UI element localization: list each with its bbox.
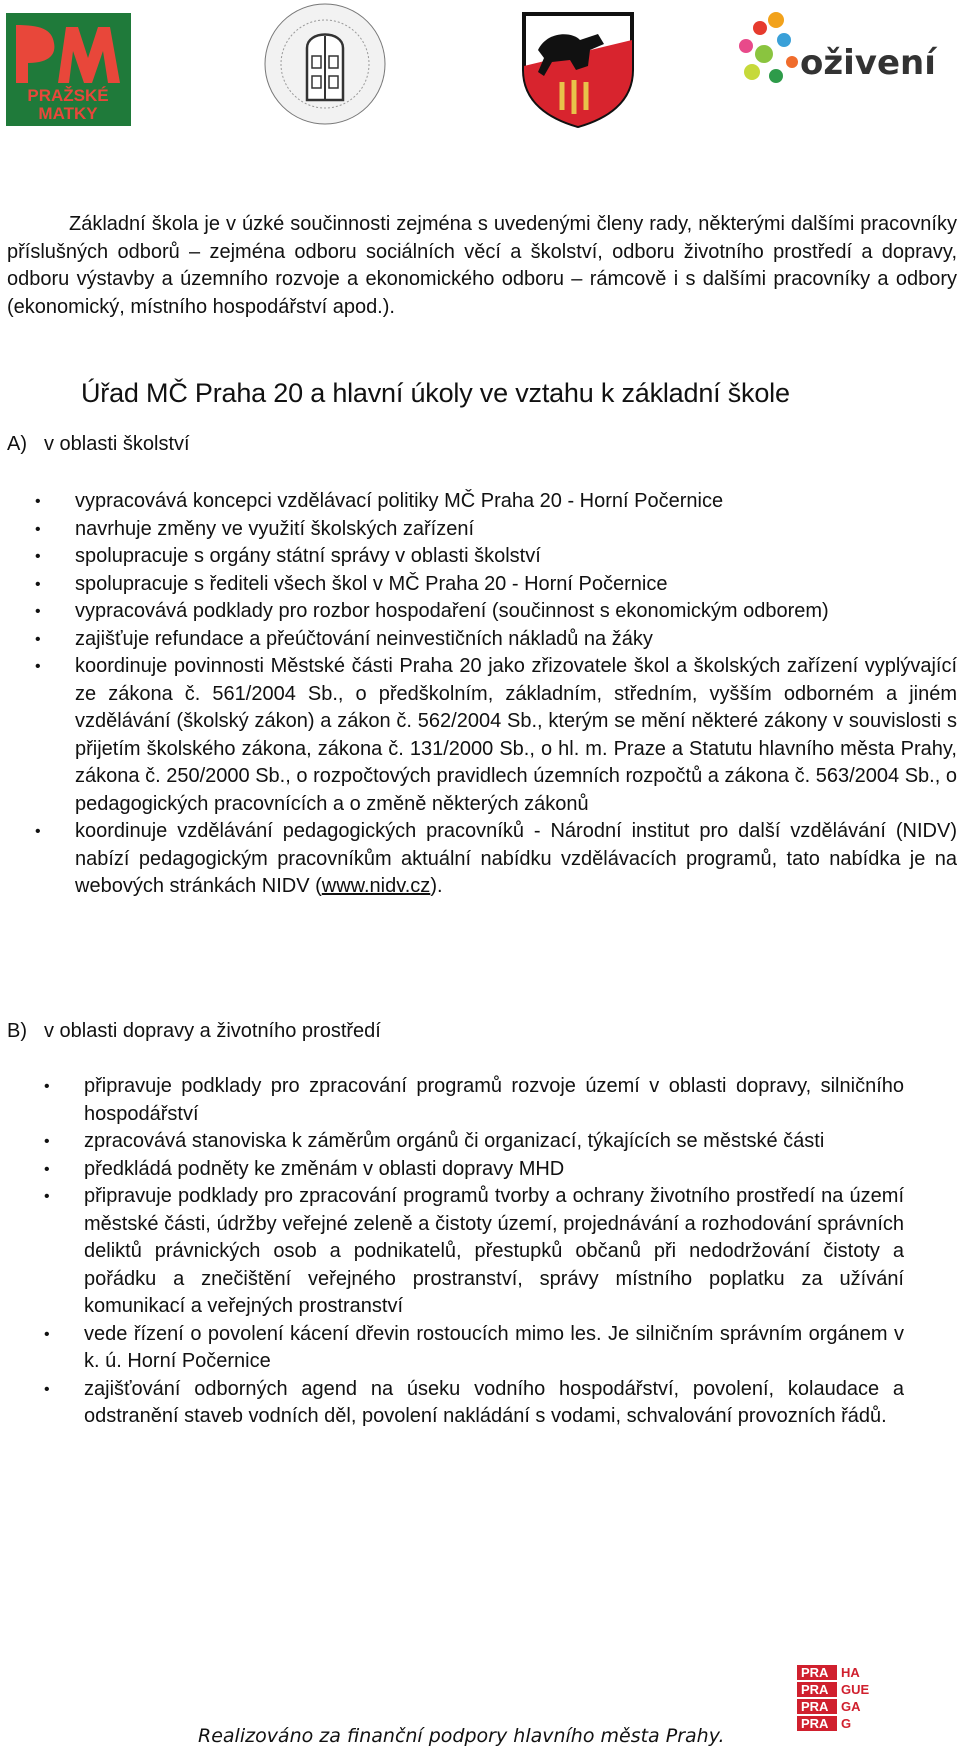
list-item <box>44 1156 904 1184</box>
bullet-icon: • <box>44 1160 50 1178</box>
praha-cell: GUE <box>841 1682 870 1697</box>
section-b-list <box>44 1073 904 1431</box>
list-item <box>44 1073 904 1128</box>
list-item <box>35 626 957 654</box>
list-item-text: zajišťuje refundace a přeúčtování neinvestičních nákladů na žáky <box>75 627 653 650</box>
page-heading: Úřad MČ Praha 20 a hlavní úkoly ve vztahu k základní škole <box>81 378 790 408</box>
list-item-text: koordinuje vzdělávání pedagogických pracovníků - Národní institut pro další vzdělávání (NIDV) nabízí pedagogickým pracovníkům aktuální nabídku vzdělávacích programů, tato nabídka je na webových stránkách NIDV ( <box>75 820 957 897</box>
list-item-text: spolupracuje s řediteli všech škol v MČ Praha 20 - Horní Počernice <box>75 572 668 595</box>
list-item-text: zpracovává stanoviska k záměrům orgánů či organizací, týkajících se městské části <box>84 1130 825 1152</box>
praha-cell: GA <box>841 1699 861 1714</box>
list-item <box>35 598 957 626</box>
praha-cell: HA <box>841 1665 860 1680</box>
bullet-icon: • <box>35 575 41 593</box>
praha-cell: G <box>841 1716 852 1731</box>
list-item <box>44 1128 904 1156</box>
section-b-letter: B) <box>7 1020 27 1042</box>
list-item-text: vypracovává koncepci vzdělávací politiky MČ Praha 20 - Horní Počernice <box>75 490 724 512</box>
list-item-text: vede řízení o povolení kácení dřevin rostoucích mimo les. Je silničním správním orgánem v k. ú. Horní Počernice <box>84 1322 904 1372</box>
bullet-icon: • <box>35 658 41 675</box>
bullet-icon: • <box>44 1380 50 1398</box>
list-item-text: navrhuje změny ve využití školských zařízení <box>75 517 475 540</box>
intro-paragraph: Základní škola je v úzké součinnosti zejména s uvedenými členy rady, některými dalšími pracovníky příslušných odborů – zejména odboru sociálních věcí a školství, odboru životního prostředí a dopravy, odboru výstavby a územního rozvoje a ekonomického odboru – rámcově i s dalšími pracovníky a odbory (ekonomický, místního hospodářství apod.). <box>7 213 957 318</box>
list-item-text: připravuje podklady pro zpracování programů rozvoje území v oblasti dopravy, silničního hospodářství <box>84 1075 904 1125</box>
bullet-icon: • <box>35 548 41 565</box>
list-item <box>44 1183 904 1321</box>
praha-praga-prague-logo <box>797 1665 872 1731</box>
section-a-title-text: v oblasti školství <box>44 433 190 455</box>
list-item-text: zajišťování odborných agend na úseku vodního hospodářství, povolení, kolaudace a odstranění staveb vodních děl, povolení nakládání s vodami, schvalování provozních řádů. <box>84 1377 904 1427</box>
list-item-text: spolupracuje s orgány státní správy v oblasti školství <box>75 545 541 567</box>
list-item <box>35 571 957 599</box>
section-a-letter: A) <box>7 433 27 455</box>
prazske-matky-logo <box>6 13 131 126</box>
list-item <box>35 488 957 516</box>
list-item <box>35 818 957 901</box>
praha-cell: PRA <box>801 1682 829 1697</box>
list-item-text: předkládá podněty ke změnám v oblasti dopravy MHD <box>84 1157 565 1180</box>
bullet-icon: • <box>35 823 41 840</box>
coat-of-arms-logo <box>518 10 638 128</box>
praha-cell: PRA <box>801 1665 829 1680</box>
list-item <box>35 653 957 818</box>
list-item <box>35 516 957 544</box>
list-item-text: koordinuje povinnosti Městské části Praha 20 jako zřizovatele škol a školských zařízení vyplývající ze zákona č. 561/2004 Sb., o předškolním, základním, středním, vyšším odborném a jiném vzdělávání (školský zákon) a zákon č. 562/2004 Sb., kterým se mění některé zákony v souvislosti s přijetím školského zákona, zákona č. 131/2000 Sb., o hl. m. Praze a Statutu hlavního města Prahy, zákona č. 250/2000 Sb., o rozpočtových pravidlech územních rozpočtů a zákona č. 563/2004 Sb., o pedagogických pracovnících a o změně některých zákonů <box>75 655 957 815</box>
bullet-icon: • <box>44 1133 50 1150</box>
bullet-icon: • <box>35 520 41 538</box>
list-item <box>44 1321 904 1376</box>
section-a-title <box>7 433 190 456</box>
list-item-text: připravuje podklady pro zpracování programů tvorby a ochrany životního prostředí na území městské části, údržby veřejné zeleně a čistoty území, projednávání a rozhodování správních deliktů právnických osob a podnikatelů, přestupků občanů při nedodržování čistoty a pořádku a znečištění veřejného prostranství, správy místního poplatku za užívání komunikací a veřejných prostranství <box>84 1185 904 1317</box>
oziveni-logo <box>732 10 952 120</box>
praha-cell: PRA <box>801 1699 829 1714</box>
praha-cell: PRA <box>801 1716 829 1731</box>
nidv-link[interactable]: www.nidv.cz <box>321 875 431 897</box>
section-a-list <box>35 488 957 901</box>
bullet-icon: • <box>35 493 41 510</box>
oziveni-text: oživení <box>800 43 936 83</box>
list-item <box>44 1376 904 1431</box>
school-seal-logo <box>263 0 388 128</box>
section-b-title <box>7 1020 381 1043</box>
pm-text-1: PRAŽSKÉ <box>27 86 109 105</box>
bullet-icon: • <box>44 1188 50 1205</box>
footer-credit: Realizováno za finanční podpory hlavního města Prahy. <box>198 1725 725 1747</box>
pm-text-2: MATKY <box>38 104 98 123</box>
bullet-icon: • <box>35 603 41 620</box>
list-item-text-end: ). <box>430 875 443 897</box>
list-item-text: vypracovává podklady pro rozbor hospodaření (součinnost s ekonomickým odborem) <box>75 600 829 622</box>
section-b-title-text: v oblasti dopravy a životního prostředí <box>44 1020 381 1042</box>
bullet-icon: • <box>35 630 41 648</box>
bullet-icon: • <box>44 1325 50 1343</box>
bullet-icon: • <box>44 1078 50 1095</box>
list-item <box>35 543 957 571</box>
